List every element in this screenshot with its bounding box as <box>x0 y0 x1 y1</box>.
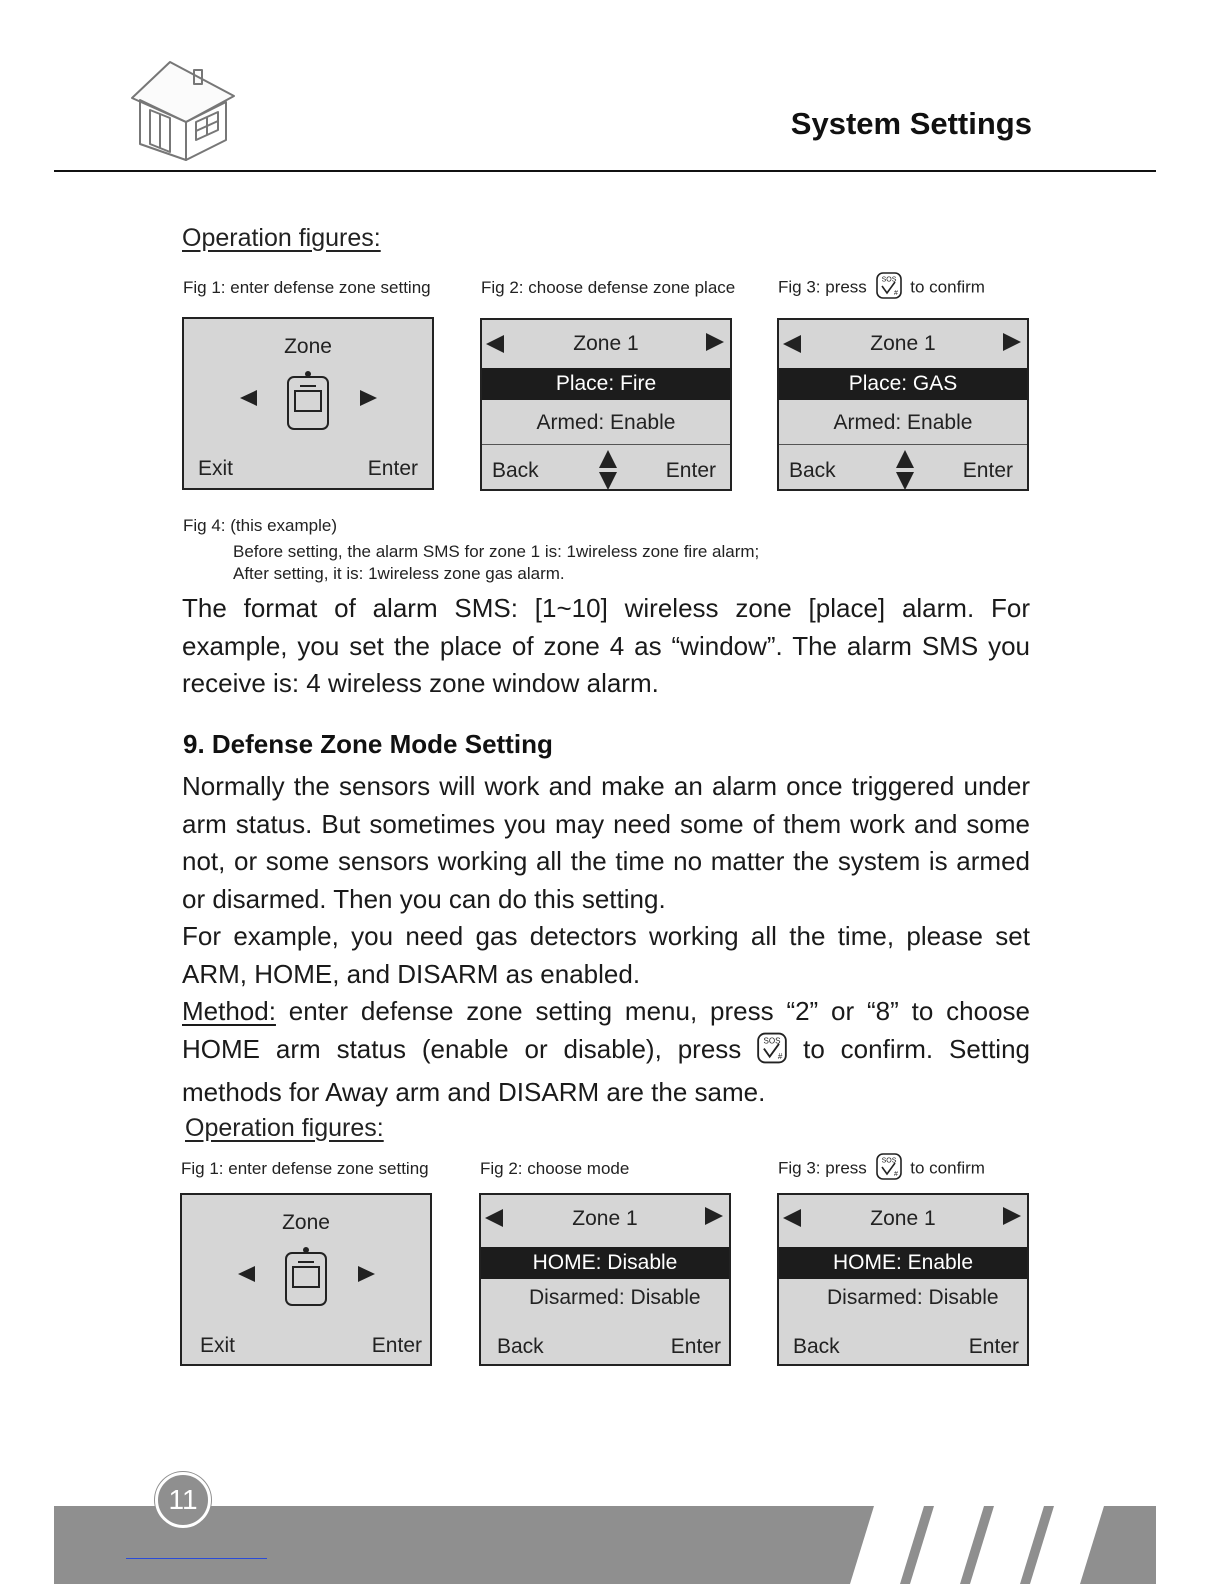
arrow-right-icon <box>706 333 724 351</box>
lcd-zone-label: Zone 1 <box>572 1207 638 1230</box>
page-header-title: System Settings <box>790 106 1032 141</box>
arrow-right-icon <box>1003 333 1021 351</box>
house-logo-icon <box>126 56 242 164</box>
operation-figures-title-2: Operation figures: <box>185 1114 384 1142</box>
sos-key-icon <box>876 272 902 304</box>
sos-key-label: SOS <box>881 1157 896 1165</box>
lcd-zone-place-gas <box>777 318 1029 491</box>
fig4-after-line: After setting, it is: 1wireless zone gas alarm. <box>233 564 565 583</box>
lcd-enter-label: Enter <box>968 1335 1019 1358</box>
method-paragraph <box>182 993 1030 1112</box>
lcd-highlight-row: Place: GAS <box>779 368 1027 400</box>
fig4-before-line: Before setting, the alarm SMS for zone 1 is: 1wireless zone fire alarm; <box>233 542 760 561</box>
header-divider <box>54 170 1156 172</box>
fig2-caption: Fig 2: choose defense zone place <box>481 278 736 297</box>
fig3-caption <box>778 272 985 304</box>
defense-mode-intro-paragraph: Normally the sensors will work and make an alarm once triggered under arm status. But sometimes you may need some of them work and some not, or some sensors working all the time no matter the system is armed or disarmed. Then you can do this setting. <box>182 771 1030 914</box>
sos-key-symbol: # <box>893 1171 898 1178</box>
lcd-home-enable <box>777 1193 1029 1366</box>
lcd-armed-row: Armed: Enable <box>833 411 973 434</box>
lcd-exit-label: Exit <box>200 1334 236 1357</box>
fig1-caption-2: Fig 1: enter defense zone setting <box>181 1159 429 1178</box>
fig3-caption-post: to confirm <box>910 277 985 297</box>
sos-key-label: SOS <box>881 276 896 284</box>
footer-link-underline[interactable] <box>126 1558 267 1559</box>
sos-key-label: SOS <box>763 1035 781 1045</box>
up-down-arrow-icon <box>598 450 618 490</box>
alarm-sms-format-paragraph: The format of alarm SMS: [1~10] wireless zone [place] alarm. For example, you set the place of zone 4 as “window”. The alarm SMS you receive is: 4 wireless zone window alarm. <box>182 593 1030 698</box>
lcd-zone-menu-2 <box>180 1193 432 1366</box>
method-text-part2: to confirm. Setting methods for Away arm and DISARM are the same. <box>182 1033 1030 1107</box>
lcd-zone-label: Zone 1 <box>870 332 936 355</box>
sensor-icon <box>286 369 330 431</box>
operation-figures-title: Operation figures: <box>182 224 381 252</box>
sos-key-symbol: # <box>893 290 898 297</box>
arrow-right-icon <box>360 390 377 406</box>
lcd-enter-label: Enter <box>670 1335 721 1358</box>
fig3-caption-2 <box>778 1153 985 1185</box>
sensor-icon <box>284 1245 328 1307</box>
lcd-highlight-row: HOME: Disable <box>481 1247 729 1279</box>
lcd-armed-row: Armed: Enable <box>536 411 676 434</box>
arrow-left-icon <box>240 390 257 406</box>
lcd-home-disable <box>479 1193 731 1366</box>
fig3-caption-pre: Fig 3: press <box>778 277 867 297</box>
lcd-enter-label: Enter <box>665 459 716 482</box>
fig1-caption: Fig 1: enter defense zone setting <box>183 278 431 297</box>
arrow-right-icon <box>1003 1207 1021 1225</box>
lcd-zone-label: Zone 1 <box>870 1207 936 1230</box>
arrow-right-icon <box>705 1207 723 1225</box>
lcd-zone-place-fire <box>480 318 732 491</box>
up-down-arrow-icon <box>895 450 915 490</box>
fig3-caption-post: to confirm <box>910 1158 985 1178</box>
lcd-highlight-row: Place: Fire <box>482 368 730 400</box>
fig2-caption-2: Fig 2: choose mode <box>480 1159 630 1178</box>
lcd-enter-label: Enter <box>371 1334 422 1357</box>
method-label: Method: <box>182 996 276 1026</box>
gas-detector-example-paragraph: For example, you need gas detectors working all the time, please set ARM, HOME, and DISARM as enabled. <box>182 921 1030 989</box>
sos-key-icon <box>876 1153 902 1185</box>
lcd-title: Zone <box>282 1211 330 1234</box>
sos-key-icon <box>757 1032 787 1075</box>
lcd-enter-label: Enter <box>367 457 418 480</box>
lcd-exit-label: Exit <box>198 457 234 480</box>
fig3-caption-pre: Fig 3: press <box>778 1158 867 1178</box>
section-9-heading: 9. Defense Zone Mode Setting <box>183 729 553 759</box>
lcd-back-label: Back <box>793 1335 840 1358</box>
arrow-left-icon <box>238 1266 255 1282</box>
method-text-part1: enter defense zone setting menu, press “2” or “8” to choose HOME arm status (enable or disable), press <box>182 996 1030 1064</box>
page-number-badge: 11 <box>155 1472 211 1528</box>
footer-bar <box>54 1506 1156 1584</box>
lcd-enter-label: Enter <box>962 459 1013 482</box>
arrow-right-icon <box>358 1266 375 1282</box>
fig4-title: Fig 4: (this example) <box>183 516 337 535</box>
lcd-highlight-row: HOME: Enable <box>779 1247 1027 1279</box>
footer-stripes-icon <box>54 1506 1156 1584</box>
lcd-zone-label: Zone 1 <box>573 332 639 355</box>
lcd-back-label: Back <box>497 1335 544 1358</box>
sos-key-symbol: # <box>778 1051 783 1061</box>
lcd-title: Zone <box>284 335 332 358</box>
lcd-back-label: Back <box>492 459 539 482</box>
lcd-back-label: Back <box>789 459 836 482</box>
lcd-zone-menu <box>182 317 434 490</box>
lcd-separator <box>779 444 1027 445</box>
lcd-disarmed-row: Disarmed: Disable <box>827 1286 999 1309</box>
lcd-separator <box>482 444 730 445</box>
lcd-disarmed-row: Disarmed: Disable <box>529 1286 701 1309</box>
